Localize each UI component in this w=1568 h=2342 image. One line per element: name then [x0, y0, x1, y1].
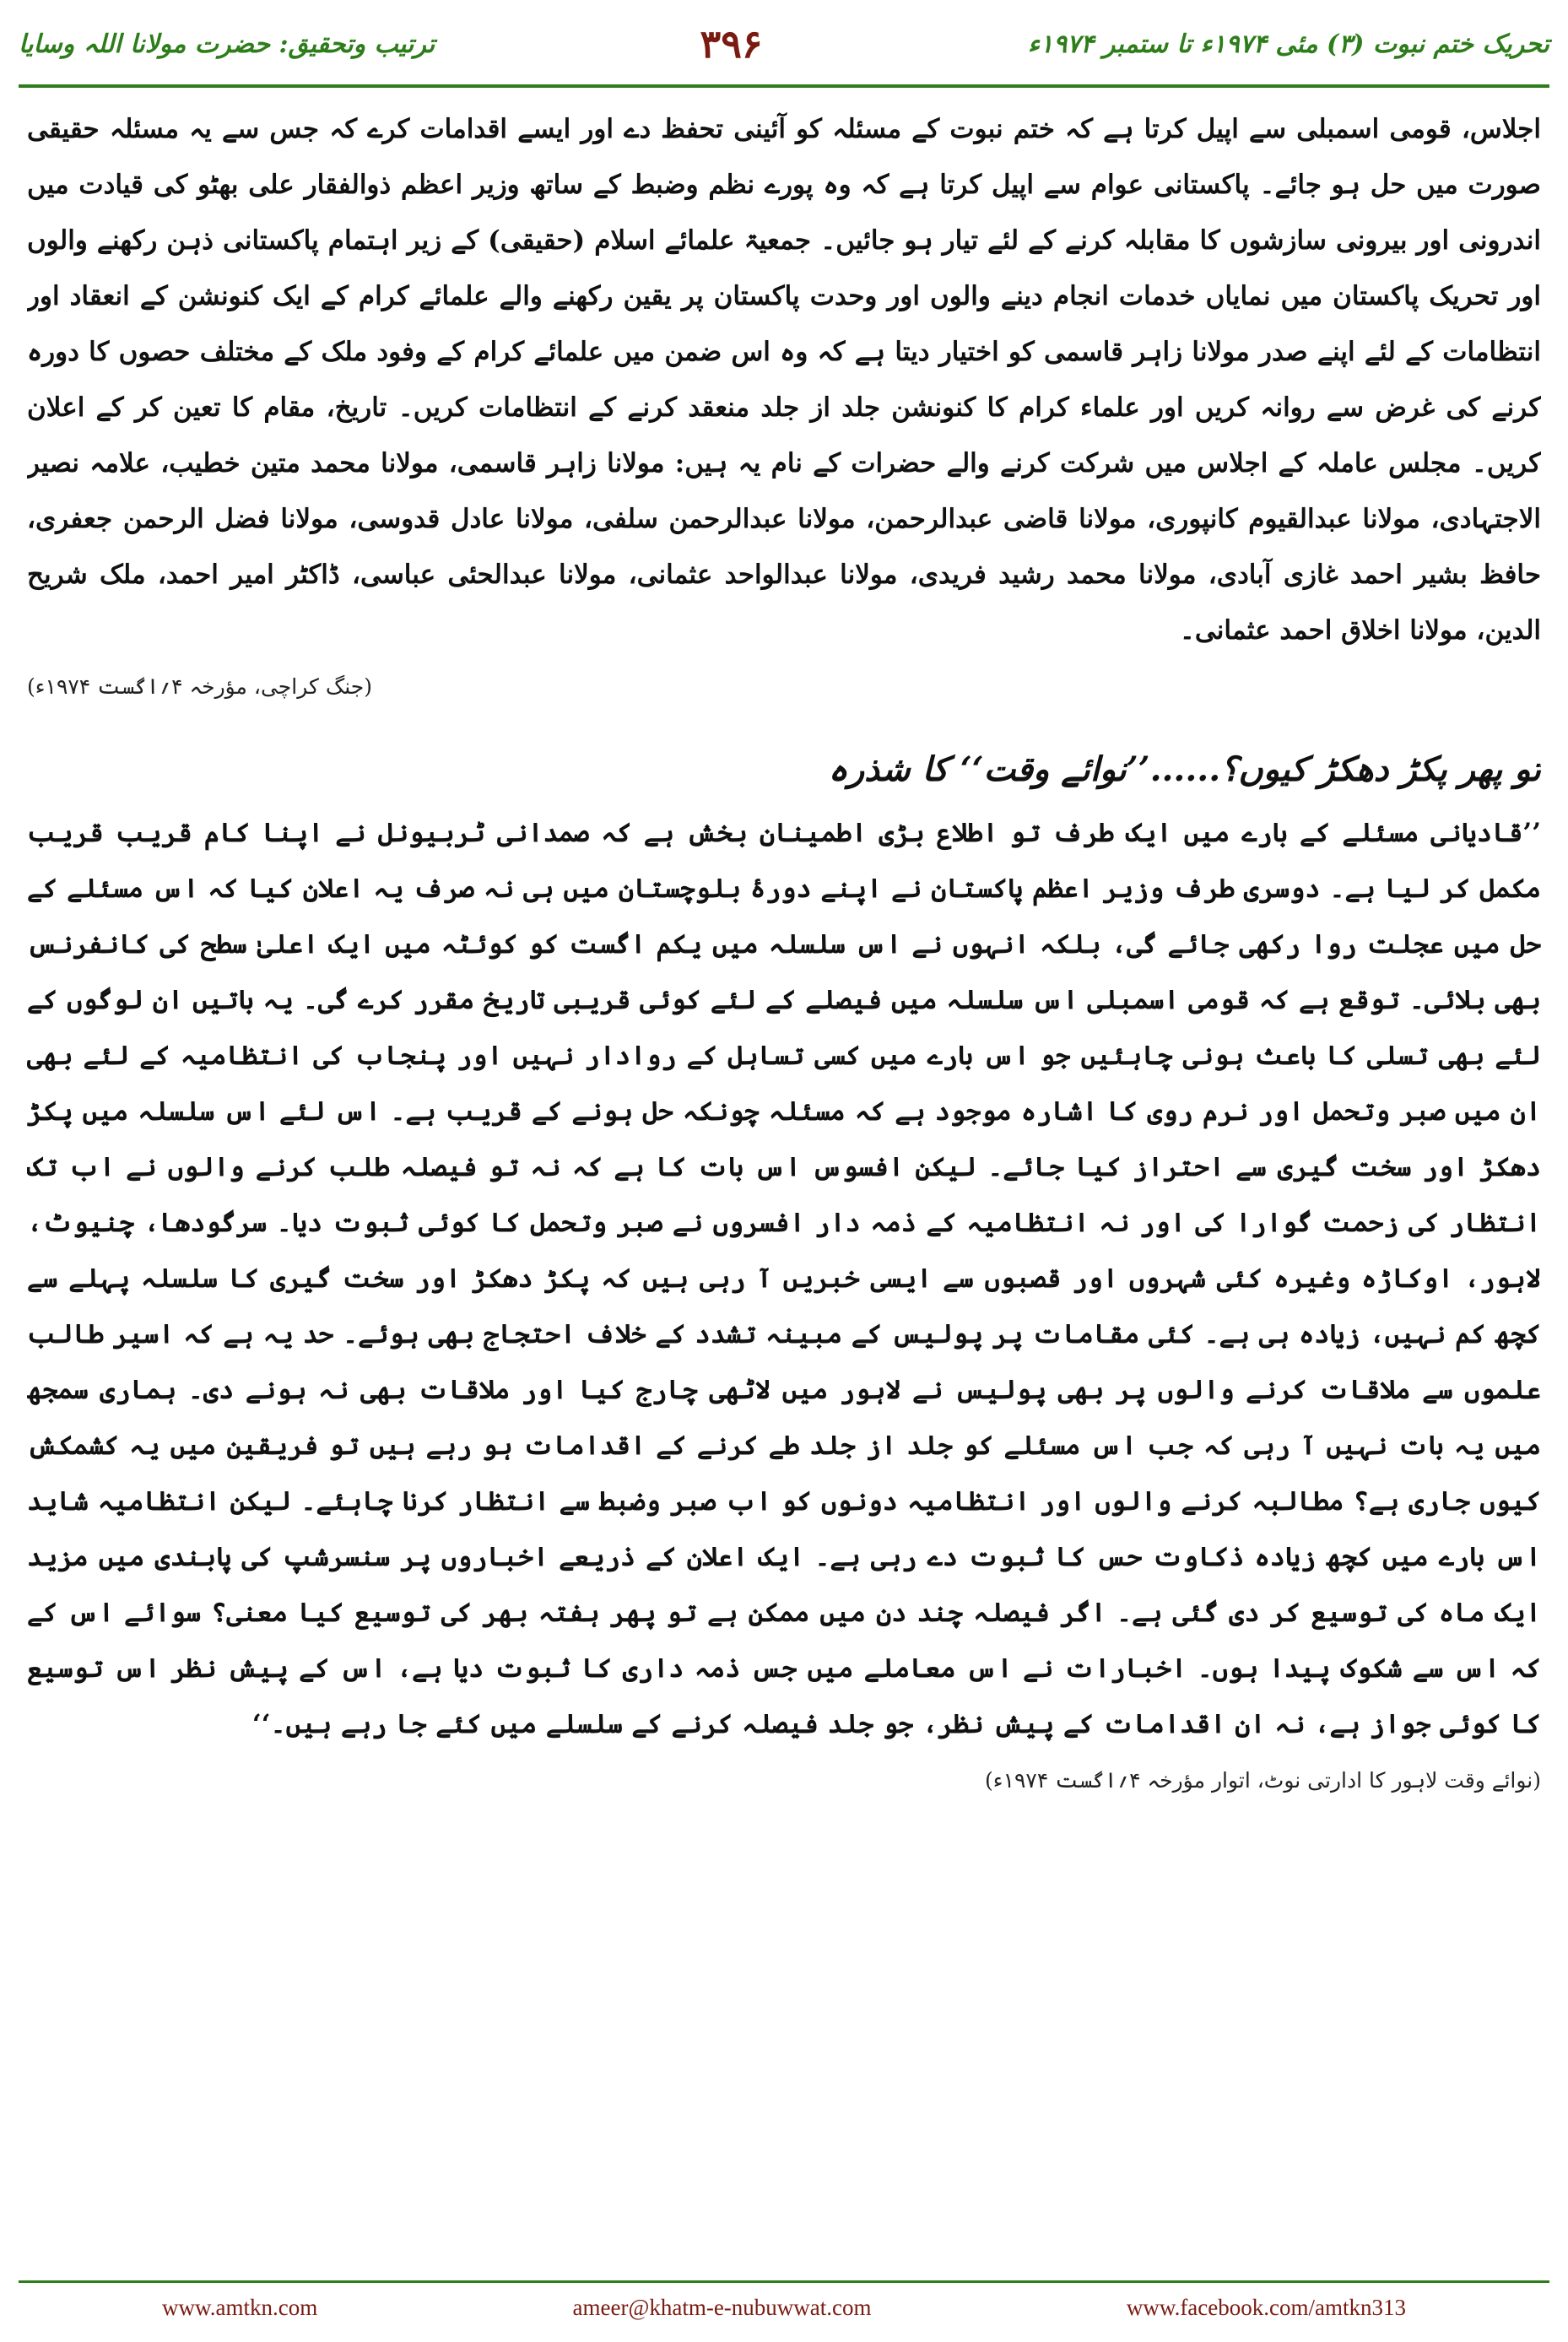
- footer-link-facebook[interactable]: www.facebook.com/amtkn313: [1126, 2294, 1406, 2320]
- page-header: [19, 12, 1549, 76]
- footer-link-email[interactable]: ameer@khatm-e-nubuwwat.com: [572, 2294, 872, 2320]
- footer-divider: [19, 2280, 1549, 2283]
- page-content: [27, 101, 1541, 2249]
- page-footer: [19, 2288, 1549, 2327]
- paragraph-editorial: ’’قادیانی مسئلے کے بارے میں ایک طرف تو اطلاع بڑی اطمینان بخش ہے کہ صمدانی ٹربیونل نے اپنا کام قریب قریب مکمل کر لیا ہے۔ دوسری طرف وزیر اعظم پاکستان نے اپنے دورۂ بلوچستان میں ہی نہ صرف یہ اعلان کیا کہ اس مسئلے کے حل میں عجلت روا رکھی جائے گی، بلکہ انہوں نے اس سلسلہ میں یکم اگست کو کوئٹہ میں ایک اعلیٰ سطح کی کانفرنس بھی بلائی۔ توقع ہے کہ قومی اسمبلی اس سلسلہ میں فیصلے کے لئے کوئی قریبی تاریخ مقرر کرے گی۔ یہ باتیں ان لوگوں کے لئے بھی تسلی کا باعث ہونی چاہئیں جو اس بارے میں کسی تساہل کے روادار نہیں اور پنجاب کی انتظامیہ کے لئے بھی ان میں صبر وتحمل اور نرم روی کا اشارہ موجود ہے کہ مسئلہ چونکہ حل ہونے کے قریب ہے۔ اس لئے اس سلسلہ میں پکڑ دھکڑ اور سخت گیری سے احتراز کیا جائے۔ لیکن افسوس اس بات کا ہے کہ نہ تو فیصلہ طلب کرنے والوں نے اب تک انتظار کی زحمت گوارا کی اور نہ انتظامیہ کے ذمہ دار افسروں نے صبر وتحمل کا کوئی ثبوت دیا۔ سرگودھا، چنیوٹ، لاہور، اوکاڑہ وغیرہ کئی شہروں اور قصبوں سے ایسی خبریں آ رہی ہیں کہ پکڑ دھکڑ اور سخت گیری کا سلسلہ پہلے سے کچھ کم نہیں، زیادہ ہی ہے۔ کئی مقامات پر پولیس کے مبینہ تشدد کے خلاف احتجاج بھی ہوئے۔ حد یہ ہے کہ اسیر طالب علموں سے ملاقات کرنے والوں پر بھی پولیس نے لاہور میں لاٹھی چارج کیا اور ملاقات بھی نہ ہونے دی۔ ہماری سمجھ میں یہ بات نہیں آ رہی کہ جب اس مسئلے کو جلد از جلد طے کرنے کے اقدامات ہو رہے ہیں تو فریقین میں یہ کشمکش کیوں جاری ہے؟ مطالبہ کرنے والوں اور انتظامیہ دونوں کو اب صبر وضبط سے انتظار کرنا چاہئے۔ لیکن انتظامیہ شاید اس بارے میں کچھ زیادہ ذکاوت حس کا ثبوت دے رہی ہے۔ ایک اعلان کے ذریعے اخباروں پر سنسرشپ کی پابندی میں مزید ایک ماہ کی توسیع کر دی گئی ہے۔ اگر فیصلہ چند دن میں ممکن ہے تو پھر ہفتہ بھر کی توسیع کیا معنی؟ سوائے اس کے کہ اس سے شکوک پیدا ہوں۔ اخبارات نے اس معاملے میں جس ذمہ داری کا ثبوت دیا ہے، اس کے پیش نظر اس توسیع کا کوئی جواز ہے، نہ ان اقدامات کے پیش نظر، جو جلد فیصلہ کرنے کے سلسلے میں کئے جا رہے ہیں۔‘‘: [27, 818, 1541, 1739]
- header-author-title: ترتیب وتحقیق: حضرت مولانا اللہ وسایا: [19, 29, 435, 59]
- source-citation-nawaiwaqt: (نوائے وقت لاہور کا ادارتی نوٹ، اتوار مؤرخہ ۴؍اگست ۱۹۷۴ء): [985, 1768, 1541, 1793]
- page-number: ۳۹۶: [700, 21, 763, 67]
- source-citation-jang: (جنگ کراچی، مؤرخہ ۴؍اگست ۱۹۷۴ء): [27, 674, 372, 699]
- footer-link-website[interactable]: www.amtkn.com: [162, 2294, 318, 2320]
- paragraph-resolution: اجلاس، قومی اسمبلی سے اپیل کرتا ہے کہ ختم نبوت کے مسئلہ کو آئینی تحفظ دے اور ایسے اقدامات کرے کہ جس سے یہ مسئلہ حقیقی صورت میں حل ہو جائے۔ پاکستانی عوام سے اپیل کرتا ہے کہ وہ پورے نظم وضبط کے ساتھ وزیر اعظم ذوالفقار علی بھٹو کی قیادت میں اندرونی اور بیرونی سازشوں کا مقابلہ کرنے کے لئے تیار ہو جائیں۔ جمعیۃ علمائے اسلام (حقیقی) کے زیر اہتمام پاکستانی ذہن رکھنے والوں اور تحریک پاکستان میں نمایاں خدمات انجام دینے والوں اور وحدت پاکستان پر یقین رکھنے والے علمائے کرام کے ایک کنونشن کے انعقاد اور انتظامات کے لئے اپنے صدر مولانا زاہر قاسمی کو اختیار دیتا ہے کہ وہ اس ضمن میں علمائے کرام کے وفود ملک کے مختلف حصوں کا دورہ کرنے کی غرض سے روانہ کریں اور علماء کرام کا کنونشن جلد از جلد منعقد کرنے کے انتظامات کریں۔ تاریخ، مقام کا تعین کر کے اعلان کریں۔ مجلس عاملہ کے اجلاس میں شرکت کرنے والے حضرات کے نام یہ ہیں: مولانا زاہر قاسمی، مولانا محمد متین خطیب، علامہ نصیر الاجتہادی، مولانا عبدالقیوم کانپوری، مولانا قاضی عبدالرحمن، مولانا عبدالرحمن سلفی، مولانا عادل قدوسی، مولانا فضل الرحمن جعفری، حافظ بشیر احمد غازی آبادی، مولانا محمد رشید فریدی، مولانا عبدالواحد عثمانی، مولانا عبدالحئی عباسی، ڈاکٹر امیر احمد، ملک شریح الدین، مولانا اخلاق احمد عثمانی۔: [27, 114, 1541, 646]
- section-heading: تو پھر پکڑ دھکڑ کیوں؟......’’نوائے وقت‘‘ کا شذرہ: [828, 749, 1541, 789]
- header-book-title: تحریک ختم نبوت (۳) مئی ۱۹۷۴ء تا ستمبر ۱۹۷۴ء: [1027, 29, 1549, 59]
- header-divider: [19, 84, 1549, 88]
